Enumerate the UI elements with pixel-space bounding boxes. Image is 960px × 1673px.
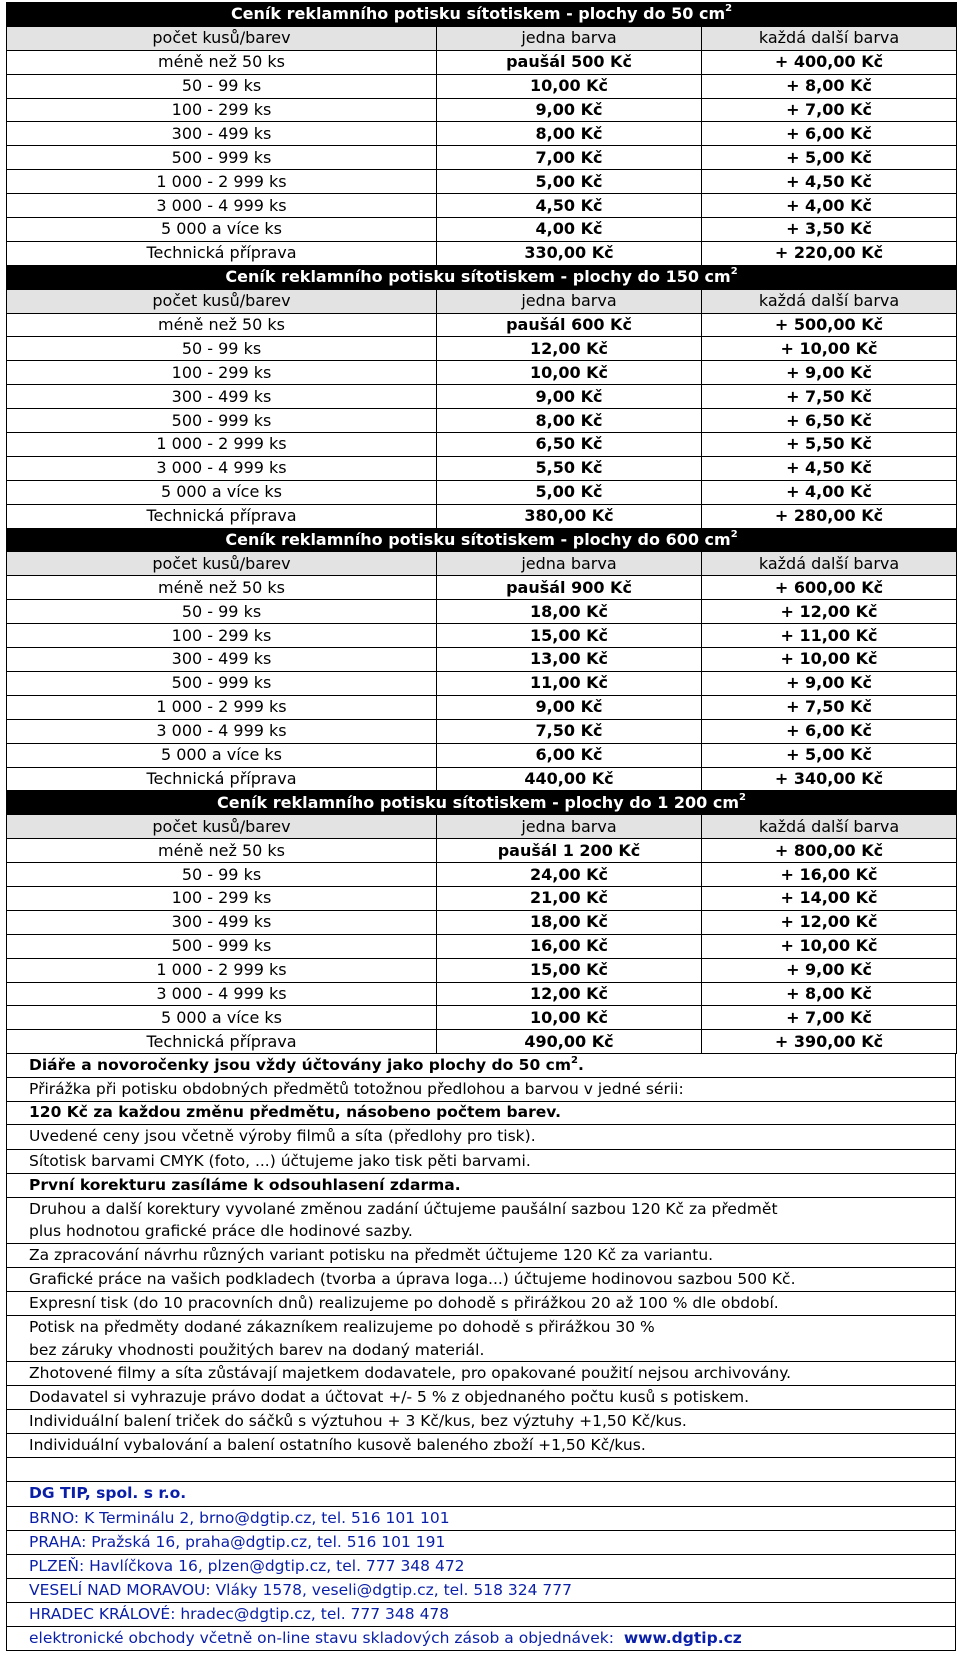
- quantity-cell: 50 - 99 ks: [7, 337, 437, 361]
- one-color-price-cell: 9,00 Kč: [437, 695, 702, 719]
- one-color-price-cell: 21,00 Kč: [437, 886, 702, 910]
- table-row: [7, 504, 957, 528]
- column-header-col1: počet kusů/barev: [7, 26, 437, 50]
- one-color-price-cell: 7,00 Kč: [437, 146, 702, 170]
- one-color-price-cell: 24,00 Kč: [437, 863, 702, 887]
- quantity-cell: 50 - 99 ks: [7, 74, 437, 98]
- column-header-row: [7, 26, 957, 50]
- quantity-cell: méně než 50 ks: [7, 313, 437, 337]
- table-row: [7, 863, 957, 887]
- extra-color-price-cell: + 9,00 Kč: [702, 958, 957, 982]
- section-title: [7, 265, 957, 289]
- one-color-price-cell: 11,00 Kč: [437, 671, 702, 695]
- price-table: [6, 2, 957, 1054]
- table-row: [7, 456, 957, 480]
- extra-color-price-cell: + 14,00 Kč: [702, 886, 957, 910]
- eshop-text: elektronické obchody včetně on-line stavu skladových zásob a objednávek:: [29, 1628, 614, 1647]
- table-row: [7, 433, 957, 457]
- extra-color-price-cell: + 4,00 Kč: [702, 480, 957, 504]
- table-row: [7, 982, 957, 1006]
- quantity-cell: 500 - 999 ks: [7, 146, 437, 170]
- table-row: [7, 218, 957, 242]
- column-header-col1: počet kusů/barev: [7, 815, 437, 839]
- column-header-col3: každá další barva: [702, 26, 957, 50]
- column-header-col2: jedna barva: [437, 26, 702, 50]
- column-header-col3: každá další barva: [702, 289, 957, 313]
- extra-color-price-cell: + 6,00 Kč: [702, 719, 957, 743]
- one-color-price-cell: 12,00 Kč: [437, 337, 702, 361]
- table-row: [7, 1030, 957, 1054]
- table-row: [7, 313, 957, 337]
- one-color-price-cell: 18,00 Kč: [437, 600, 702, 624]
- quantity-cell: 300 - 499 ks: [7, 648, 437, 672]
- column-header-col2: jedna barva: [437, 289, 702, 313]
- one-color-price-cell: 8,00 Kč: [437, 409, 702, 433]
- quantity-cell: 5 000 a více ks: [7, 218, 437, 242]
- note-cmyk: Sítotisk barvami CMYK (foto, ...) účtujeme jako tisk pěti barvami.: [6, 1150, 956, 1174]
- quantity-cell: 1 000 - 2 999 ks: [7, 170, 437, 194]
- contact-praha[interactable]: PRAHA: Pražská 16, praha@dgtip.cz, tel. 516 101 191: [6, 1531, 956, 1555]
- contact-brno[interactable]: BRNO: K Terminálu 2, brno@dgtip.cz, tel. 516 101 101: [6, 1507, 956, 1531]
- section-title-text: Ceník reklamního potisku sítotiskem - plochy do 1 200 cm: [217, 792, 740, 812]
- table-row: [7, 98, 957, 122]
- contact-hradec[interactable]: HRADEC KRÁLOVÉ: hradec@dgtip.cz, tel. 777 348 478: [6, 1603, 956, 1627]
- table-row: [7, 361, 957, 385]
- extra-color-price-cell: + 500,00 Kč: [702, 313, 957, 337]
- extra-color-price-cell: + 8,00 Kč: [702, 74, 957, 98]
- section-title-row: [7, 791, 957, 815]
- quantity-cell: 100 - 299 ks: [7, 624, 437, 648]
- extra-color-price-cell: + 9,00 Kč: [702, 361, 957, 385]
- section-title: [7, 528, 957, 552]
- company-name: DG TIP, spol. s r.o.: [6, 1482, 956, 1506]
- one-color-price-cell: 5,00 Kč: [437, 480, 702, 504]
- quantity-cell: 3 000 - 4 999 ks: [7, 719, 437, 743]
- table-row: [7, 910, 957, 934]
- extra-color-price-cell: + 280,00 Kč: [702, 504, 957, 528]
- extra-color-price-cell: + 9,00 Kč: [702, 671, 957, 695]
- one-color-price-cell: 5,50 Kč: [437, 456, 702, 480]
- quantity-cell: 100 - 299 ks: [7, 886, 437, 910]
- table-row: [7, 576, 957, 600]
- table-row: [7, 671, 957, 695]
- note-druha-line2: plus hodnotou grafické práce dle hodinové sazby.: [29, 1222, 413, 1241]
- table-row: [7, 958, 957, 982]
- quantity-cell: méně než 50 ks: [7, 839, 437, 863]
- quantity-cell: méně než 50 ks: [7, 50, 437, 74]
- note-druha-line1: Druhou a další korektury vyvolané změnou zadání účtujeme paušální sazbou 120 Kč za předmět: [29, 1199, 778, 1218]
- column-header-col1: počet kusů/barev: [7, 552, 437, 576]
- note-expresni: Expresní tisk (do 10 pracovních dnů) realizujeme po dohodě s přirážkou 20 až 100 % dle období.: [6, 1292, 956, 1316]
- quantity-cell: 5 000 a více ks: [7, 480, 437, 504]
- table-row: [7, 1006, 957, 1030]
- note-prirazka: Přirážka při potisku obdobných předmětů totožnou předlohou a barvou v jedné sérii:: [6, 1078, 956, 1102]
- column-header-row: [7, 289, 957, 313]
- extra-color-price-cell: + 10,00 Kč: [702, 648, 957, 672]
- one-color-price-cell: 18,00 Kč: [437, 910, 702, 934]
- quantity-cell: Technická příprava: [7, 1030, 437, 1054]
- section-title: [7, 3, 957, 27]
- extra-color-price-cell: + 800,00 Kč: [702, 839, 957, 863]
- table-row: [7, 934, 957, 958]
- table-row: [7, 146, 957, 170]
- quantity-cell: 300 - 499 ks: [7, 910, 437, 934]
- one-color-price-cell: 10,00 Kč: [437, 1006, 702, 1030]
- section-title-sup: 2: [730, 529, 738, 541]
- one-color-price-cell: 13,00 Kč: [437, 648, 702, 672]
- extra-color-price-cell: + 5,00 Kč: [702, 743, 957, 767]
- spacer-row: [6, 1458, 956, 1482]
- one-color-price-cell: 6,00 Kč: [437, 743, 702, 767]
- column-header-row: [7, 552, 957, 576]
- section-title-text: Ceník reklamního potisku sítotiskem - plochy do 600 cm: [225, 530, 731, 550]
- table-row: [7, 648, 957, 672]
- extra-color-price-cell: + 6,00 Kč: [702, 122, 957, 146]
- section-title-row: [7, 3, 957, 27]
- contact-veseli[interactable]: VESELÍ NAD MORAVOU: Vláky 1578, veseli@dgtip.cz, tel. 518 324 777: [6, 1579, 956, 1603]
- extra-color-price-cell: + 400,00 Kč: [702, 50, 957, 74]
- note-dodane-line2: bez záruky vhodnosti použitých barev na dodaný materiál.: [29, 1340, 485, 1359]
- extra-color-price-cell: + 16,00 Kč: [702, 863, 957, 887]
- table-row: [7, 695, 957, 719]
- note-prirazka-amount: 120 Kč za každou změnu předmětu, násobeno počtem barev.: [6, 1101, 956, 1125]
- extra-color-price-cell: + 3,50 Kč: [702, 218, 957, 242]
- column-header-col3: každá další barva: [702, 815, 957, 839]
- note-filmy: Zhotovené filmy a síta zůstávají majetkem dodavatele, pro opakované použití nejsou archivovány.: [6, 1362, 956, 1386]
- quantity-cell: 300 - 499 ks: [7, 385, 437, 409]
- table-row: [7, 337, 957, 361]
- extra-color-price-cell: + 5,00 Kč: [702, 146, 957, 170]
- one-color-price-cell: 15,00 Kč: [437, 624, 702, 648]
- section-title-sup: 2: [739, 791, 746, 803]
- note-pravo: Dodavatel si vyhrazuje právo dodat a účtovat +/- 5 % z objednaného počtu kusů s potiskem.: [6, 1386, 956, 1410]
- one-color-price-cell: 10,00 Kč: [437, 361, 702, 385]
- quantity-cell: 5 000 a více ks: [7, 1006, 437, 1030]
- extra-color-price-cell: + 7,50 Kč: [702, 385, 957, 409]
- one-color-price-cell: paušál 500 Kč: [437, 50, 702, 74]
- one-color-price-cell: 15,00 Kč: [437, 958, 702, 982]
- section-title-row: [7, 265, 957, 289]
- quantity-cell: 500 - 999 ks: [7, 409, 437, 433]
- extra-color-price-cell: + 10,00 Kč: [702, 934, 957, 958]
- extra-color-price-cell: + 220,00 Kč: [702, 241, 957, 265]
- section-title-row: [7, 528, 957, 552]
- table-row: [7, 743, 957, 767]
- column-header-col2: jedna barva: [437, 552, 702, 576]
- extra-color-price-cell: + 6,50 Kč: [702, 409, 957, 433]
- one-color-price-cell: 380,00 Kč: [437, 504, 702, 528]
- table-row: [7, 241, 957, 265]
- column-header-col3: každá další barva: [702, 552, 957, 576]
- quantity-cell: 100 - 299 ks: [7, 361, 437, 385]
- quantity-cell: 500 - 999 ks: [7, 934, 437, 958]
- table-row: [7, 122, 957, 146]
- quantity-cell: 300 - 499 ks: [7, 122, 437, 146]
- table-row: [7, 50, 957, 74]
- quantity-cell: 5 000 a více ks: [7, 743, 437, 767]
- note-triko: Individuální balení triček do sáčků s výztuhou + 3 Kč/kus, bez výztuhy +1,50 Kč/kus.: [6, 1410, 956, 1434]
- table-row: [7, 767, 957, 791]
- extra-color-price-cell: + 7,00 Kč: [702, 1006, 957, 1030]
- quantity-cell: Technická příprava: [7, 241, 437, 265]
- extra-color-price-cell: + 12,00 Kč: [702, 600, 957, 624]
- one-color-price-cell: paušál 600 Kč: [437, 313, 702, 337]
- extra-color-price-cell: + 5,50 Kč: [702, 433, 957, 457]
- one-color-price-cell: 10,00 Kč: [437, 74, 702, 98]
- section-title-text: Ceník reklamního potisku sítotiskem - plochy do 150 cm: [225, 267, 731, 287]
- quantity-cell: Technická příprava: [7, 767, 437, 791]
- extra-color-price-cell: + 390,00 Kč: [702, 1030, 957, 1054]
- one-color-price-cell: 6,50 Kč: [437, 433, 702, 457]
- one-color-price-cell: 330,00 Kč: [437, 241, 702, 265]
- quantity-cell: 1 000 - 2 999 ks: [7, 433, 437, 457]
- quantity-cell: 50 - 99 ks: [7, 600, 437, 624]
- table-row: [7, 385, 957, 409]
- note-ceny: Uvedené ceny jsou včetně výroby filmů a síta (předlohy pro tisk).: [6, 1125, 956, 1149]
- note-dodane: [6, 1316, 956, 1362]
- one-color-price-cell: 16,00 Kč: [437, 934, 702, 958]
- table-row: [7, 600, 957, 624]
- extra-color-price-cell: + 11,00 Kč: [702, 624, 957, 648]
- extra-color-price-cell: + 4,00 Kč: [702, 194, 957, 218]
- extra-color-price-cell: + 340,00 Kč: [702, 767, 957, 791]
- extra-color-price-cell: + 7,50 Kč: [702, 695, 957, 719]
- extra-color-price-cell: + 4,50 Kč: [702, 456, 957, 480]
- table-row: [7, 170, 957, 194]
- column-header-col2: jedna barva: [437, 815, 702, 839]
- one-color-price-cell: 4,50 Kč: [437, 194, 702, 218]
- website-link[interactable]: www.dgtip.cz: [623, 1628, 742, 1647]
- note-druha-korektura: [6, 1198, 956, 1244]
- table-row: [7, 886, 957, 910]
- note-vybalovani: Individuální vybalování a balení ostatního kusově baleného zboží +1,50 Kč/kus.: [6, 1434, 956, 1458]
- quantity-cell: 3 000 - 4 999 ks: [7, 456, 437, 480]
- table-row: [7, 74, 957, 98]
- quantity-cell: 50 - 99 ks: [7, 863, 437, 887]
- quantity-cell: 3 000 - 4 999 ks: [7, 982, 437, 1006]
- contact-eshop: [6, 1627, 956, 1651]
- extra-color-price-cell: + 4,50 Kč: [702, 170, 957, 194]
- section-title-text: Ceník reklamního potisku sítotiskem - plochy do 50 cm: [230, 4, 726, 24]
- section-title-sup: 2: [730, 266, 738, 278]
- table-row: [7, 624, 957, 648]
- one-color-price-cell: 9,00 Kč: [437, 385, 702, 409]
- table-row: [7, 719, 957, 743]
- quantity-cell: 500 - 999 ks: [7, 671, 437, 695]
- column-header-row: [7, 815, 957, 839]
- table-row: [7, 409, 957, 433]
- extra-color-price-cell: + 10,00 Kč: [702, 337, 957, 361]
- one-color-price-cell: 440,00 Kč: [437, 767, 702, 791]
- quantity-cell: méně než 50 ks: [7, 576, 437, 600]
- quantity-cell: 3 000 - 4 999 ks: [7, 194, 437, 218]
- note-korektura: První korekturu zasíláme k odsouhlasení zdarma.: [6, 1174, 956, 1198]
- quantity-cell: Technická příprava: [7, 504, 437, 528]
- table-row: [7, 480, 957, 504]
- one-color-price-cell: 5,00 Kč: [437, 170, 702, 194]
- extra-color-price-cell: + 12,00 Kč: [702, 910, 957, 934]
- one-color-price-cell: 9,00 Kč: [437, 98, 702, 122]
- one-color-price-cell: 490,00 Kč: [437, 1030, 702, 1054]
- quantity-cell: 1 000 - 2 999 ks: [7, 695, 437, 719]
- note-dodane-line1: Potisk na předměty dodané zákazníkem realizujeme po dohodě s přirážkou 30 %: [29, 1318, 655, 1337]
- table-row: [7, 839, 957, 863]
- price-list-sheet: [6, 2, 956, 1651]
- section-title: [7, 791, 957, 815]
- note-varianty: Za zpracování návrhu různých variant potisku na předmět účtujeme 120 Kč za variantu.: [6, 1244, 956, 1268]
- one-color-price-cell: paušál 1 200 Kč: [437, 839, 702, 863]
- note-diare: Diáře a novoročenky jsou vždy účtovány jako plochy do 50 $cm^2$.: [6, 1054, 956, 1078]
- one-color-price-cell: 12,00 Kč: [437, 982, 702, 1006]
- section-title-sup: 2: [725, 3, 733, 15]
- extra-color-price-cell: + 7,00 Kč: [702, 98, 957, 122]
- one-color-price-cell: 4,00 Kč: [437, 218, 702, 242]
- one-color-price-cell: 7,50 Kč: [437, 719, 702, 743]
- table-row: [7, 194, 957, 218]
- quantity-cell: 1 000 - 2 999 ks: [7, 958, 437, 982]
- one-color-price-cell: paušál 900 Kč: [437, 576, 702, 600]
- extra-color-price-cell: + 600,00 Kč: [702, 576, 957, 600]
- column-header-col1: počet kusů/barev: [7, 289, 437, 313]
- quantity-cell: 100 - 299 ks: [7, 98, 437, 122]
- extra-color-price-cell: + 8,00 Kč: [702, 982, 957, 1006]
- note-graficke: Grafické práce na vašich podkladech (tvorba a úprava loga...) účtujeme hodinovou sazbou 500 Kč.: [6, 1268, 956, 1292]
- contact-plzen[interactable]: PLZEŇ: Havlíčkova 16, plzen@dgtip.cz, tel. 777 348 472: [6, 1555, 956, 1579]
- one-color-price-cell: 8,00 Kč: [437, 122, 702, 146]
